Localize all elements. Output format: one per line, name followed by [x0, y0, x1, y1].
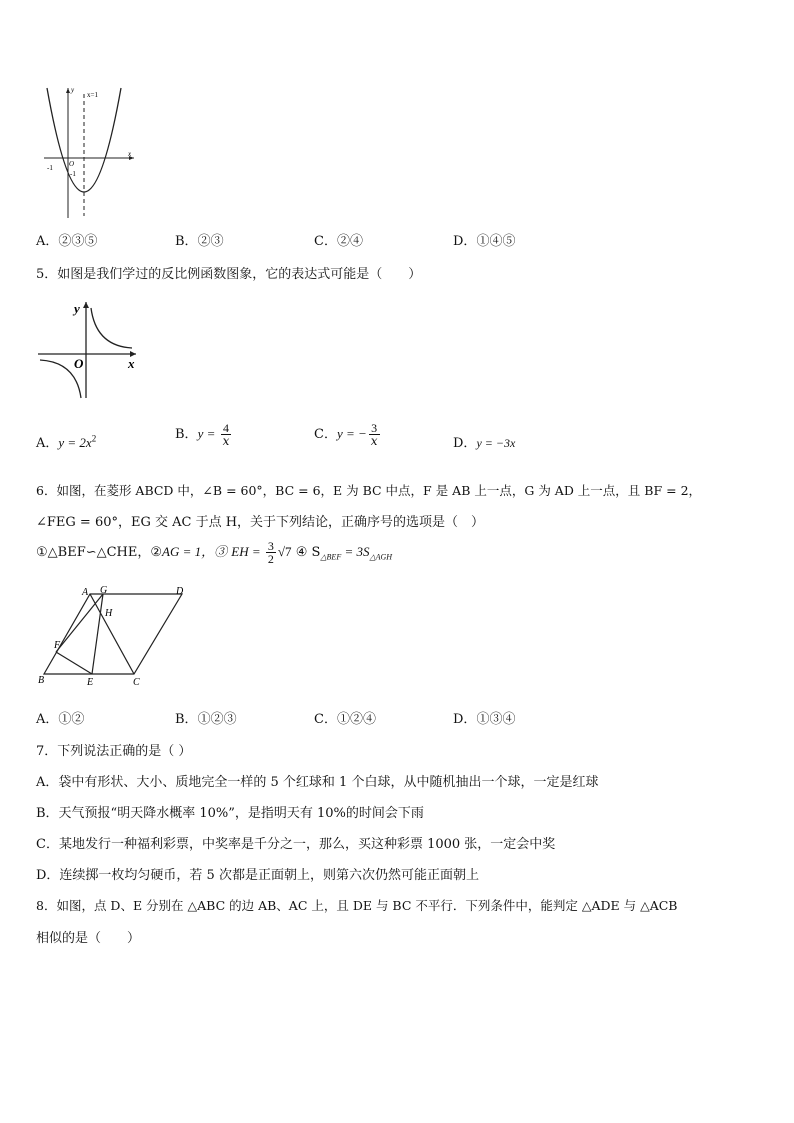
- q7-option-b: B．天气预报“明天降水概率 10%”，是指明天有 10%的时间会下雨: [36, 806, 424, 821]
- q7-option-c: C．某地发行一种福利彩票，中奖率是千分之一，那么，买这种彩票 1000 张，一定会中奖: [36, 837, 556, 852]
- q5-y-axis-label: y: [74, 301, 80, 316]
- q6-option-a: A．①②: [36, 712, 85, 727]
- q5-origin-label: O: [74, 356, 84, 371]
- q5-option-b: B．y = $\frac{4}{x}$: [175, 421, 230, 448]
- q4-option-c: C．②④: [314, 234, 363, 249]
- q4-x-axis-label: x: [128, 150, 132, 158]
- q8-stem-line2: 相似的是（ ）: [36, 931, 141, 946]
- q6-label-b: B: [38, 675, 45, 686]
- q5-x-axis-label: x: [128, 356, 135, 371]
- q6-rhombus-figure: [36, 582, 196, 688]
- q6-label-d: D: [176, 586, 184, 597]
- q8-stem-line1: 8．如图，点 D、E 分别在 △ABC 的边 AB、AC 上，且 DE 与 BC 不平行．下列条件中，能判定 △ADE 与 △ACB: [36, 898, 678, 913]
- q7-stem: 7．下列说法正确的是（ ）: [36, 744, 192, 759]
- q6-label-h: H: [105, 608, 113, 619]
- q6-option-d: D．①③④: [453, 712, 516, 727]
- q7-option-d: D．连续掷一枚均匀硬币，若 5 次都是正面朝上，则第六次仍然可能正面朝上: [36, 868, 479, 883]
- q6-stem-line2: ∠FEG = 60°，EG 交 AC 于点 H，关于下列结论，正确序号的选项是（ ）: [36, 515, 485, 530]
- q4-symmetry-label: x=1: [87, 91, 98, 99]
- q6-label-g: G: [100, 585, 108, 596]
- q7-option-a: A．袋中有形状、大小、质地完全一样的 5 个红球和 1 个白球，从中随机抽出一个球，一定是红球: [36, 775, 599, 790]
- q4-option-d: D．①④⑤: [453, 234, 516, 249]
- q6-label-c: C: [133, 677, 140, 688]
- q4-option-b: B．②③: [175, 234, 224, 249]
- q6-label-e: E: [87, 677, 94, 688]
- q4-option-a: A．②③⑤: [36, 234, 98, 249]
- q6-label-a: A: [82, 587, 89, 598]
- q5-option-d: D．y = −3x: [453, 436, 516, 451]
- q5-stem: 5．如图是我们学过的反比例函数图象，它的表达式可能是（ ）: [36, 267, 422, 282]
- q4-minus-one-x: -1: [47, 164, 53, 172]
- q4-minus-one-y: -1: [70, 170, 76, 178]
- q4-y-axis-label: y: [71, 86, 75, 94]
- q5-option-a: A．$y = 2x^2$: [36, 433, 97, 451]
- q5-hyperbola-graph: [36, 296, 142, 400]
- q6-label-f: F: [54, 640, 61, 651]
- q6-stem-line1: 6．如图，在菱形 ABCD 中，∠B = 60°，BC = 6，E 为 BC 中点，F 是 AB 上一点，G 为 AD 上一点，且 BF = 2，: [36, 483, 702, 498]
- q5-option-c: C．y = − $\frac{3}{x}$: [314, 421, 378, 448]
- q4-origin-label: O: [69, 160, 75, 168]
- q6-option-b: B．①②③: [175, 712, 237, 727]
- q6-conclusions: ①△BEF∽△CHE，②AG = 1，③ EH = $\frac{3}{2}$ √7 ④ $S_{\triangle BEF} = 3S_{\triangle AGH}$: [36, 539, 393, 566]
- q4-parabola-graph: [40, 86, 140, 222]
- q6-option-c: C．①②④: [314, 712, 376, 727]
